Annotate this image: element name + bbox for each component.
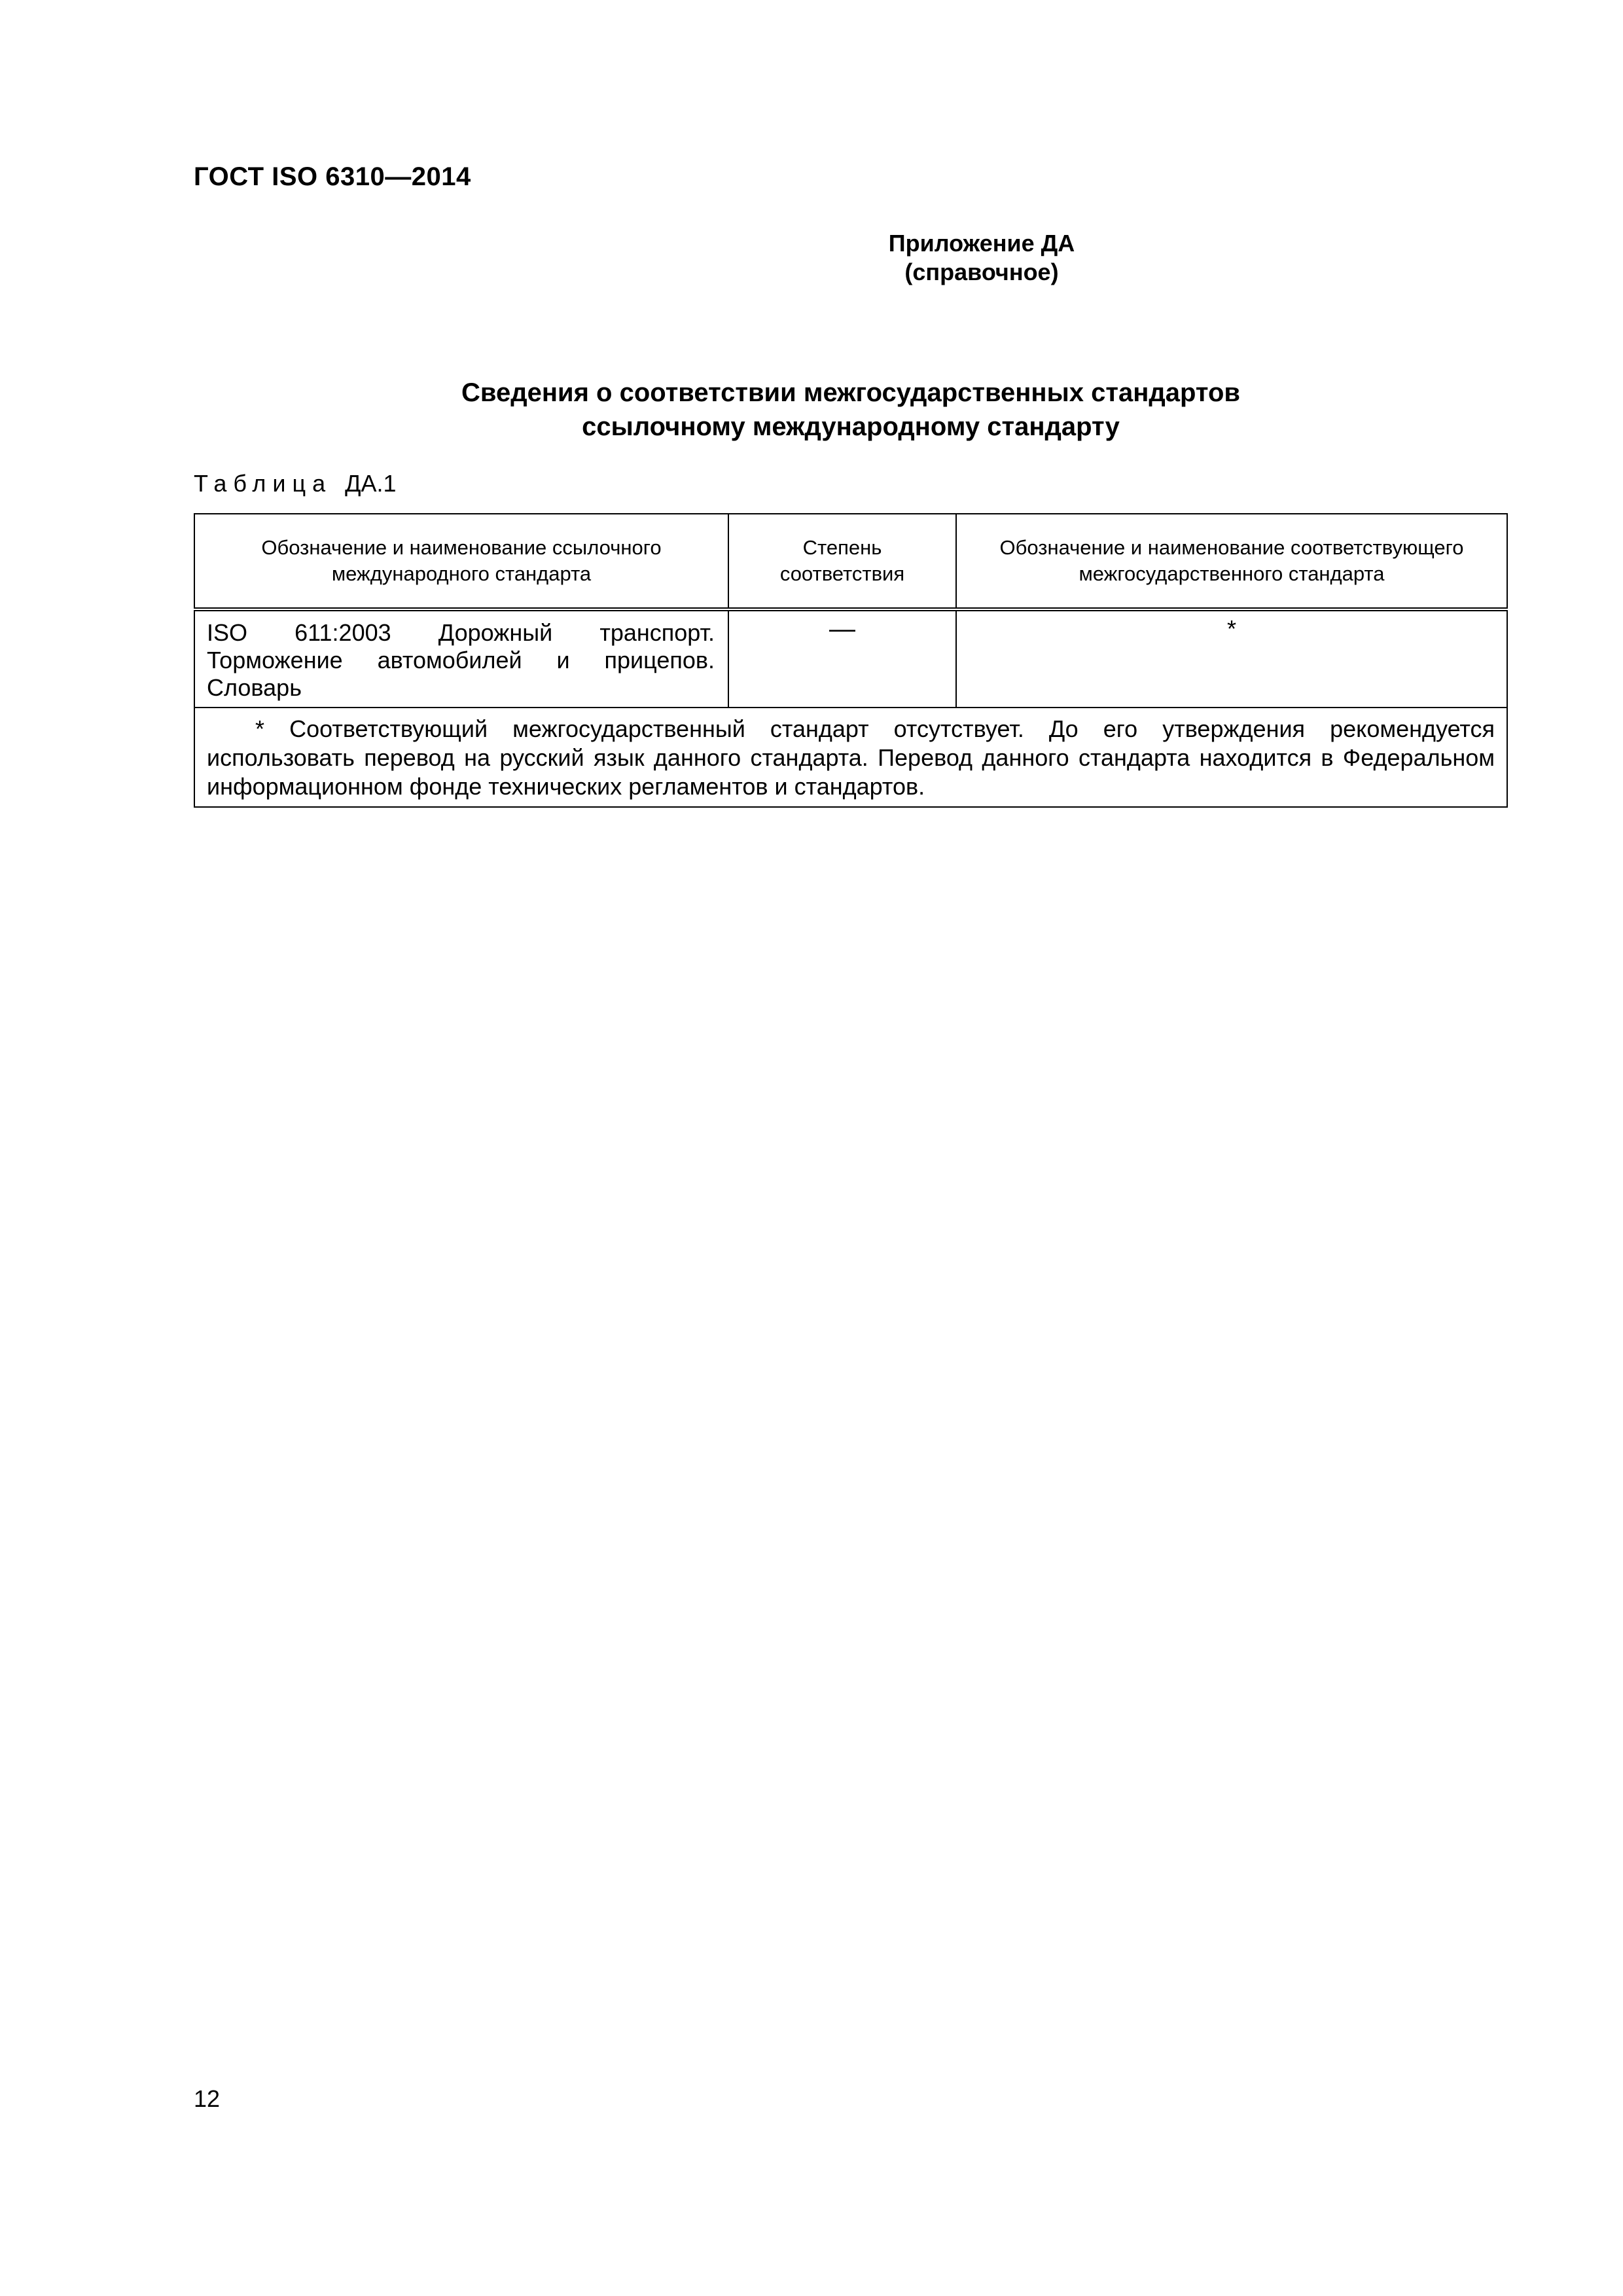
appendix-type: (справочное)	[904, 259, 1059, 285]
table-footnote: * Соответствующий межгосударственный стандарт отсутствует. До его утверждения рекомендуется использовать перевод на русский язык данного стандарта. Перевод данного стандарта находится в Федеральном информационном фонде технических регламентов и стандартов.	[194, 708, 1507, 807]
document-code: ГОСТ ISO 6310—2014	[194, 162, 471, 191]
column-header-degree: Степень соответствия	[728, 514, 956, 609]
table-label-number: ДА.1	[345, 470, 397, 497]
cell-reference-standard: ISO 611:2003 Дорожный транспорт. Торможение автомобилей и прицепов. Словарь	[194, 609, 728, 708]
cell-corresponding-standard: *	[956, 609, 1507, 708]
appendix-title: Приложение ДА	[888, 230, 1075, 257]
table-row	[194, 609, 1507, 708]
section-title-line-2: ссылочному международному стандарту	[582, 412, 1120, 441]
section-title-line-1: Сведения о соответствии межгосударственных стандартов	[461, 378, 1240, 407]
page-number: 12	[194, 2085, 221, 2112]
section-title	[366, 376, 1335, 444]
column-header-reference: Обозначение и наименование ссылочного международного стандарта	[194, 514, 728, 609]
cell-degree: —	[728, 609, 956, 708]
table-label	[194, 470, 397, 497]
table-label-word: Таблица	[194, 470, 332, 497]
standards-table	[194, 513, 1508, 808]
column-header-corresponding: Обозначение и наименование соответствующего межгосударственного стандарта	[956, 514, 1507, 609]
table-footnote-row	[194, 708, 1507, 807]
appendix-heading	[720, 229, 1243, 287]
table-header-row	[194, 514, 1507, 609]
